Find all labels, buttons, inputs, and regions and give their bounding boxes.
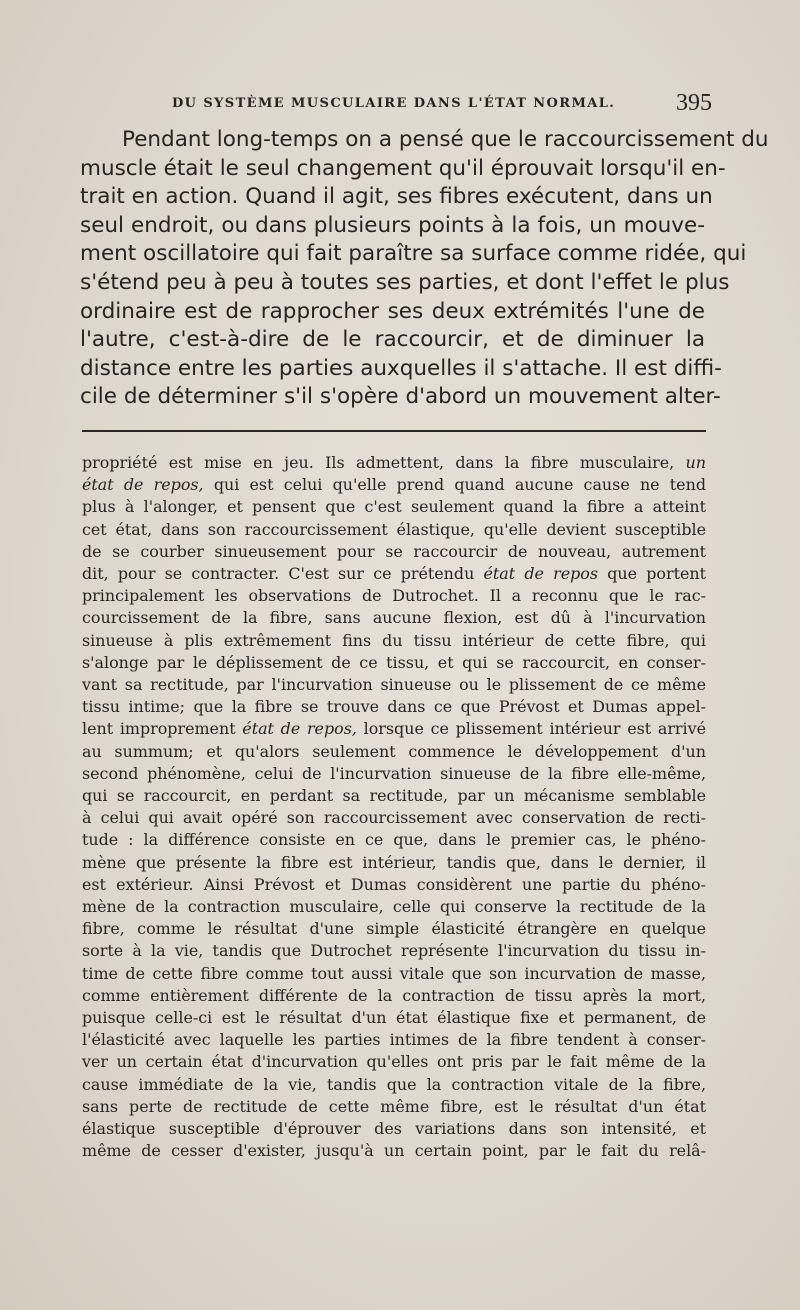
main-line: ment oscillatoire qui fait paraître sa surface comme ridée, qui <box>80 241 747 267</box>
footnote-text: propriété est mise en jeu. Ils admettent, dans la fibre musculaire, <box>82 453 686 472</box>
footnote-text: à celui qui avait opéré son raccourcissement avec conservation de recti- <box>82 808 706 828</box>
footnote-line <box>82 718 706 740</box>
footnote-text: plus à l'alonger, et pensent que c'est seulement quand la fibre a atteint <box>82 497 706 517</box>
footnote-line <box>82 1140 706 1162</box>
footnote-text: cause immédiate de la vie, tandis que la contraction vitale de la fibre, <box>82 1074 706 1094</box>
footnote-line <box>82 741 706 763</box>
footnote-line <box>82 607 706 629</box>
footnote-italic-text: état de repos, <box>82 475 204 495</box>
footnote-line <box>82 1096 706 1118</box>
main-line: l'autre, c'est-à-dire de le raccourcir, et de diminuer la <box>80 327 705 353</box>
page-header <box>172 92 712 118</box>
footnote-text: mène de la contraction musculaire, celle qui conserve la rectitude de la <box>82 897 706 917</box>
footnote-italic-text: état de repos, <box>242 719 357 739</box>
footnote-text: ver un certain état d'incurvation qu'elles ont pris par le fait même de la <box>82 1052 706 1072</box>
footnote-line <box>82 674 706 696</box>
footnote-line <box>82 1051 706 1073</box>
main-line: cile de déterminer s'il s'opère d'abord un mouvement alter- <box>80 384 721 410</box>
footnote-text: mène que présente la fibre est intérieur, tandis que, dans le dernier, il <box>82 852 706 872</box>
footnote-text: au summum; et qu'alors seulement commence le développement d'un <box>82 741 706 761</box>
main-line: ordinaire est de rapprocher ses deux extrémités l'une de <box>80 298 705 324</box>
page-number: 395 <box>676 90 712 116</box>
footnote-line <box>82 452 706 474</box>
footnote-line <box>82 630 706 652</box>
footnote-line <box>82 918 706 940</box>
footnote-line <box>82 763 706 785</box>
main-line: muscle était le seul changement qu'il éprouvait lorsqu'il en- <box>80 155 726 181</box>
footnote-line <box>82 519 706 541</box>
footnote-line <box>82 985 706 1007</box>
footnote-italic-text: un <box>685 453 706 472</box>
footnote-line <box>82 896 706 918</box>
footnote-text: l'élasticité avec laquelle les parties intimes de la fibre tendent à conser- <box>82 1030 706 1050</box>
footnote-line <box>82 652 706 674</box>
footnote-line <box>82 874 706 896</box>
main-line: seul endroit, ou dans plusieurs points à la fois, un mouve- <box>80 212 705 238</box>
footnote-line <box>82 940 706 962</box>
footnote-line <box>82 563 706 585</box>
footnote-text: lorsque ce plissement intérieur est arrivé <box>356 719 706 739</box>
footnote-line <box>82 829 706 851</box>
footnote-line <box>82 963 706 985</box>
footnote-line <box>82 852 706 874</box>
footnote-text: sinueuse à plis extrêmement fins du tissu intérieur de cette fibre, qui <box>82 630 706 650</box>
footnote-text: dit, pour se contracter. C'est sur ce prétendu <box>82 564 484 584</box>
footnote-separator-rule <box>82 430 706 432</box>
main-line: Pendant long-temps on a pensé que le raccourcissement du <box>122 127 769 152</box>
main-line: distance entre les parties auxquelles il s'attache. Il est diffi- <box>80 355 722 381</box>
footnote-text: cet état, dans son raccourcissement élastique, qu'elle devient susceptible <box>82 519 706 539</box>
footnote-text: lent improprement <box>82 719 243 739</box>
footnote-text: de se courber sinueusement pour se raccourcir de nouveau, autrement <box>82 541 706 561</box>
footnote-text: que portent <box>598 564 706 584</box>
running-head: DU SYSTÈME MUSCULAIRE DANS L'ÉTAT NORMAL. <box>172 96 616 111</box>
footnote-text: principalement les observations de Dutrochet. Il a reconnu que le rac- <box>82 586 706 606</box>
footnote-text: s'alonge par le déplissement de ce tissu, et qui se raccourcit, en conser- <box>82 652 706 672</box>
footnote-text: courcissement de la fibre, sans aucune flexion, est dû à l'incurvation <box>82 608 706 628</box>
footnote-text: second phénomène, celui de l'incurvation sinueuse de la fibre elle-même, <box>82 763 706 783</box>
footnote-line <box>82 474 706 496</box>
footnote-text: vant sa rectitude, par l'incurvation sinueuse ou le plissement de ce même <box>82 675 706 695</box>
footnote-text: élastique susceptible d'éprouver des variations dans son intensité, et <box>82 1119 706 1139</box>
footnote-text: time de cette fibre comme tout aussi vitale que son incurvation de masse, <box>82 963 706 983</box>
footnote-text: comme entièrement différente de la contraction de tissu après la mort, <box>82 985 706 1005</box>
footnote-line <box>82 585 706 607</box>
footnote-italic-text: état de repos <box>483 564 599 584</box>
footnote-text: qui est celui qu'elle prend quand aucune cause ne tend <box>203 475 706 495</box>
footnote-text: qui se raccourcit, en perdant sa rectitude, par un mécanisme semblable <box>82 786 706 806</box>
footnote-line <box>82 541 706 563</box>
footnote-block <box>82 452 706 1163</box>
footnote-line <box>82 1029 706 1051</box>
main-line: trait en action. Quand il agit, ses fibres exécutent, dans un <box>80 184 713 210</box>
footnote-line <box>82 807 706 829</box>
footnote-line <box>82 496 706 518</box>
main-paragraph <box>80 126 769 412</box>
footnote-text: même de cesser d'exister, jusqu'à un certain point, par le fait du relâ- <box>82 1141 706 1161</box>
footnote-text: puisque celle-ci est le résultat d'un état élastique fixe et permanent, de <box>82 1008 706 1028</box>
footnote-text: sorte à la vie, tandis que Dutrochet représente l'incurvation du tissu in- <box>82 941 706 961</box>
footnote-text: sans perte de rectitude de cette même fibre, est le résultat d'un état <box>82 1096 706 1116</box>
footnote-line <box>82 696 706 718</box>
main-line: s'étend peu à peu à toutes ses parties, et dont l'effet le plus <box>80 269 730 295</box>
footnote-line <box>82 1118 706 1140</box>
footnote-text: tissu intime; que la fibre se trouve dans ce que Prévost et Dumas appel- <box>82 697 706 717</box>
footnote-text: fibre, comme le résultat d'une simple élasticité étrangère en quelque <box>82 919 706 939</box>
footnote-text: est extérieur. Ainsi Prévost et Dumas considèrent une partie du phéno- <box>82 874 706 894</box>
footnote-line <box>82 1074 706 1096</box>
footnote-line <box>82 1007 706 1029</box>
footnote-line <box>82 785 706 807</box>
footnote-text: tude : la différence consiste en ce que, dans le premier cas, le phéno- <box>82 830 706 850</box>
